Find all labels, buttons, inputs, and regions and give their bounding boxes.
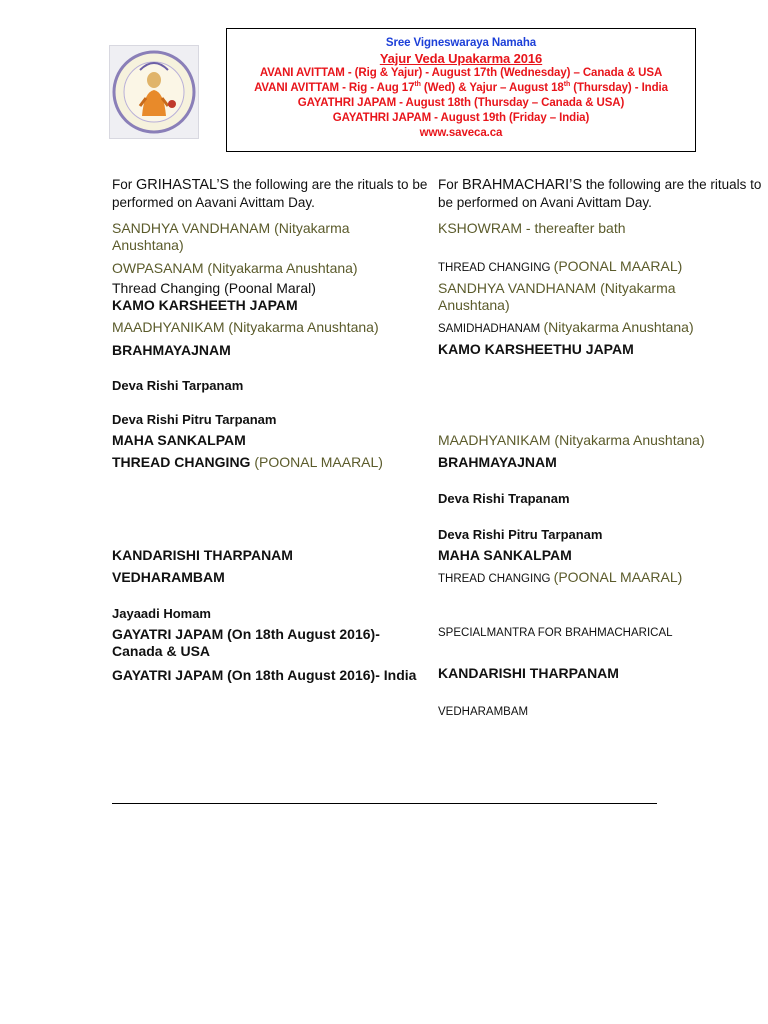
- header-line-avani-canada: AVANI AVITTAM - (Rig & Yajur) - August 17th (Wednesday) – Canada & USA: [259, 67, 663, 79]
- list-item: OWPASANAM (Nityakarma Anushtana): [112, 260, 358, 276]
- list-item: KAMO KARSHEETHU JAPAM: [438, 341, 634, 357]
- brahmachari-intro: For BRAHMACHARI’S the following are the rituals to be performed on Avani Avittam Day.: [438, 177, 762, 210]
- list-item: Deva Rishi Tarpanam: [112, 378, 244, 393]
- grihastal-intro: For GRIHASTAL’S the following are the rituals to be performed on Aavani Avittam Day.: [112, 177, 428, 210]
- header-website-link[interactable]: www.saveca.ca: [419, 127, 503, 139]
- header-line-avani-india: AVANI AVITTAM - Rig - Aug 17th (Wed) & Yajur – August 18th (Thursday) - India: [254, 81, 668, 94]
- list-item: Deva Rishi Pitru Tarpanam: [112, 412, 277, 427]
- header-title: Yajur Veda Upakarma 2016: [379, 51, 543, 66]
- list-item: MAHA SANKALPAM: [438, 547, 572, 563]
- list-item: MAHA SANKALPAM: [112, 432, 246, 448]
- list-item: THREAD CHANGING (POONAL MAARAL): [112, 454, 383, 470]
- list-item: KANDARISHI THARPANAM: [112, 547, 293, 563]
- header-line-gayathri-india: GAYATHRI JAPAM - August 19th (Friday – India): [332, 112, 590, 124]
- list-item: Thread Changing (Poonal Maral): [112, 280, 316, 296]
- list-item: BRAHMAYAJNAM: [112, 342, 231, 358]
- list-item: VEDHARAMBAM: [112, 569, 225, 585]
- list-item: MAADHYANIKAM (Nityakarma Anushtana): [438, 432, 705, 448]
- saveca-logo-icon: [110, 46, 198, 138]
- header-box: [226, 28, 696, 152]
- header-invocation: Sree Vigneswaraya Namaha: [385, 37, 537, 49]
- list-item: KANDARISHI THARPANAM: [438, 665, 619, 681]
- header-line-gayathri-canada: GAYATHRI JAPAM - August 18th (Thursday – Canada & USA): [297, 97, 625, 109]
- list-item: THREAD CHANGING (POONAL MAARAL): [438, 569, 683, 585]
- list-item: BRAHMAYAJNAM: [438, 454, 557, 470]
- list-item: SANDHYA VANDHANAM (Nityakarma Anushtana): [438, 280, 676, 313]
- list-item: MAADHYANIKAM (Nityakarma Anushtana): [112, 319, 379, 335]
- list-item: Deva Rishi Pitru Tarpanam: [438, 527, 603, 542]
- saveca-logo: [109, 45, 199, 139]
- list-item: Jayaadi Homam: [112, 606, 211, 621]
- list-item: SPECIALMANTRA FOR BRAHMACHARICAL: [438, 627, 673, 639]
- footer-divider: [112, 803, 657, 804]
- list-item: GAYATRI JAPAM (On 18th August 2016)- India: [112, 667, 417, 683]
- list-item: SANDHYA VANDHANAM (Nityakarma Anushtana): [112, 220, 350, 253]
- list-item: Deva Rishi Trapanam: [438, 491, 570, 506]
- list-item: GAYATRI JAPAM (On 18th August 2016)- Canada & USA: [112, 626, 380, 659]
- list-item: THREAD CHANGING (POONAL MAARAL): [438, 258, 683, 274]
- list-item: SAMIDHADHANAM (Nityakarma Anushtana): [438, 319, 694, 335]
- list-item: KAMO KARSHEETH JAPAM: [112, 297, 298, 313]
- list-item: KSHOWRAM - thereafter bath: [438, 220, 626, 236]
- list-item: VEDHARAMBAM: [438, 706, 529, 718]
